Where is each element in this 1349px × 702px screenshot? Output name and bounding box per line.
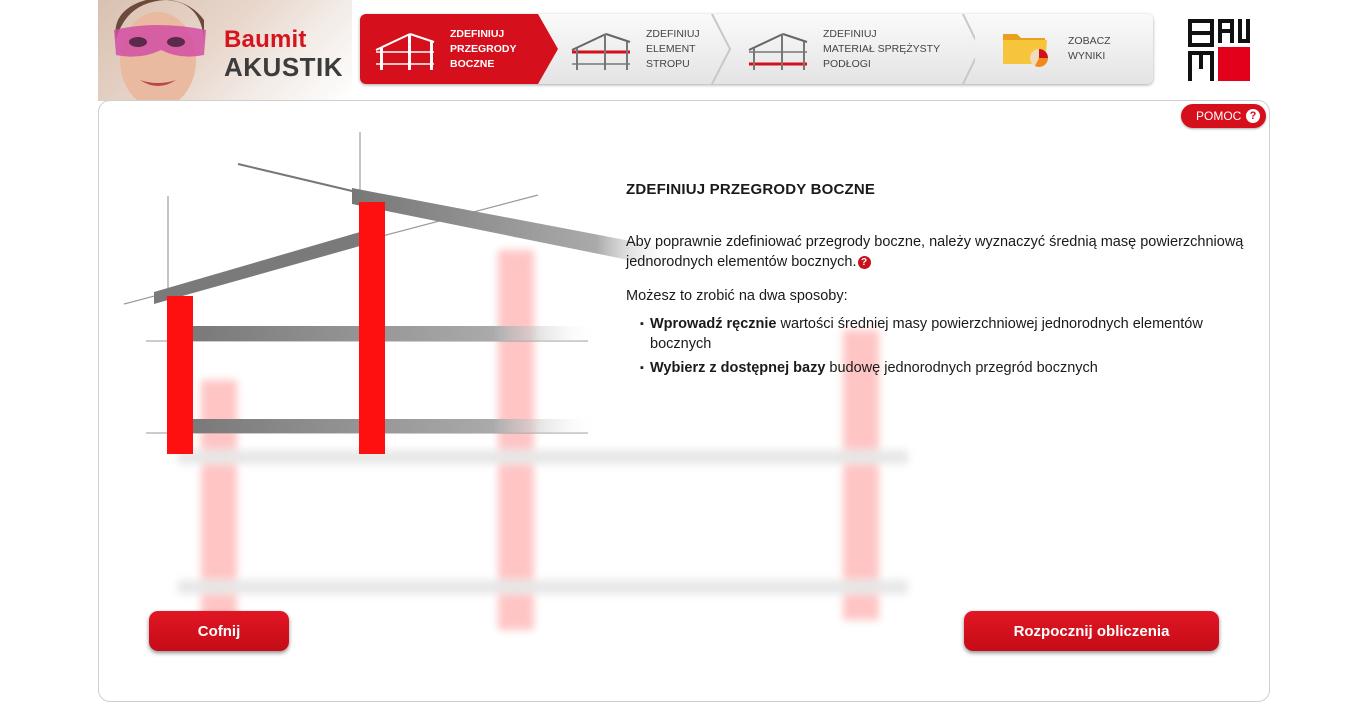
back-button[interactable]: Cofnij	[149, 611, 289, 651]
help-button[interactable]	[1181, 104, 1266, 128]
step-define-side-walls[interactable]	[360, 14, 560, 84]
header	[98, 0, 1270, 101]
step-define-ceiling-element[interactable]	[560, 14, 735, 84]
baumit-akustik-logo	[98, 0, 352, 101]
results-folder-icon	[1001, 26, 1051, 70]
app-window	[98, 0, 1270, 702]
ways-intro: Możesz to zrobić na dwa sposoby:	[626, 288, 848, 304]
instructions	[626, 180, 1266, 382]
page-title: ZDEFINIUJ PRZEGRODY BOCZNE	[626, 181, 876, 198]
info-help-icon[interactable]: ?	[858, 256, 871, 269]
brand-face-icon	[106, 0, 206, 101]
start-calculation-button[interactable]: Rozpocznij obliczenia	[964, 611, 1219, 651]
house-walls-icon	[374, 28, 436, 70]
step-define-floor-material[interactable]	[735, 14, 975, 84]
brand-subtitle: AKUSTIK	[224, 52, 344, 82]
baumit-logo-icon	[1188, 19, 1250, 81]
step-label: ZDEFINIUJ MATERIAŁ SPRĘŻYSTY PODŁOGI	[823, 28, 941, 70]
step-label: ZDEFINIUJ PRZEGRODY BOCZNE	[450, 28, 517, 70]
house-flooring-icon	[747, 28, 809, 70]
help-button-label: POMOC	[1196, 109, 1242, 123]
list-item: ▪ Wybierz z dostępnej bazy budowę jednorodnych przegród bocznych	[640, 358, 1266, 378]
options-list	[640, 314, 1266, 378]
wizard-steps	[360, 14, 1153, 84]
house-floor-icon	[570, 28, 632, 70]
question-icon: ?	[1246, 109, 1260, 123]
brand-title: Baumit	[224, 26, 307, 53]
step-label: ZDEFINIUJ ELEMENT STROPU	[646, 28, 700, 70]
step-see-results[interactable]	[975, 14, 1153, 84]
intro-text: Aby poprawnie zdefiniować przegrody boczne, należy wyznaczyć średnią masę powierzchniową jednorodnych elementów bocznych. ?	[626, 234, 1244, 270]
step-label: ZOBACZ WYNIKI	[1068, 35, 1111, 62]
list-item: ▪ Wprowadź ręcznie wartości średniej masy powierzchniowej jednorodnych elementów bocznych	[640, 314, 1266, 354]
